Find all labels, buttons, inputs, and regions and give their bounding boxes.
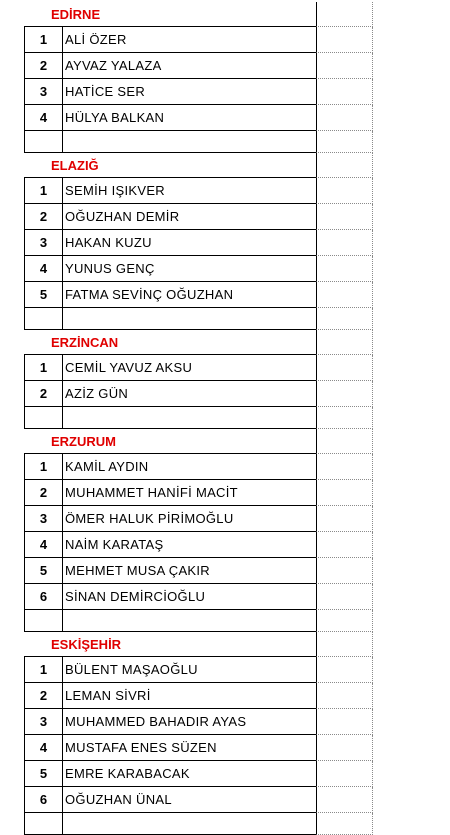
empty-cell[interactable] <box>316 381 373 407</box>
member-name: MEHMET MUSA ÇAKIR <box>65 563 210 578</box>
section-header-row <box>0 330 450 355</box>
member-name-cell[interactable] <box>62 787 316 813</box>
row-number: 1 <box>39 183 48 198</box>
row-number-cell[interactable] <box>24 53 62 79</box>
row-number: 4 <box>39 537 48 552</box>
empty-cell[interactable] <box>316 105 373 131</box>
empty-cell[interactable] <box>316 282 373 308</box>
row-number-cell[interactable] <box>24 178 62 204</box>
member-name: CEMİL YAVUZ AKSU <box>65 360 193 375</box>
empty-cell[interactable] <box>316 480 373 506</box>
blank-number-cell[interactable] <box>24 610 62 632</box>
empty-cell[interactable] <box>316 610 373 632</box>
member-name-cell[interactable] <box>62 256 316 282</box>
member-name-cell[interactable] <box>62 683 316 709</box>
row-number: 2 <box>39 58 48 73</box>
blank-number-cell[interactable] <box>24 813 62 835</box>
empty-cell[interactable] <box>316 584 373 610</box>
member-name-cell[interactable] <box>62 480 316 506</box>
row-number-cell[interactable] <box>24 256 62 282</box>
empty-cell[interactable] <box>316 355 373 381</box>
blank-name-cell[interactable] <box>62 813 316 835</box>
row-number: 2 <box>39 209 48 224</box>
member-name-cell[interactable] <box>62 282 316 308</box>
row-number-cell[interactable] <box>24 558 62 584</box>
table-row <box>0 761 450 787</box>
table-row <box>0 355 450 381</box>
empty-cell[interactable] <box>316 131 373 153</box>
empty-cell[interactable] <box>316 735 373 761</box>
empty-cell[interactable] <box>316 683 373 709</box>
table-row <box>0 584 450 610</box>
table-row <box>0 480 450 506</box>
blank-row <box>0 610 450 632</box>
empty-cell[interactable] <box>316 632 373 657</box>
table-row <box>0 53 450 79</box>
table-row <box>0 230 450 256</box>
empty-cell[interactable] <box>316 308 373 330</box>
empty-cell[interactable] <box>316 709 373 735</box>
section-header-cell[interactable] <box>24 330 316 355</box>
row-number: 3 <box>39 511 48 526</box>
table-row <box>0 381 450 407</box>
section-title: ERZİNCAN <box>51 335 119 350</box>
table-row <box>0 709 450 735</box>
blank-number-cell[interactable] <box>24 131 62 153</box>
blank-row <box>0 407 450 429</box>
member-name: NAİM KARATAŞ <box>65 537 164 552</box>
empty-cell[interactable] <box>316 407 373 429</box>
row-number: 4 <box>39 261 48 276</box>
blank-row <box>0 131 450 153</box>
empty-cell[interactable] <box>316 256 373 282</box>
section-header-cell[interactable] <box>24 429 316 454</box>
row-number-cell[interactable] <box>24 355 62 381</box>
empty-cell[interactable] <box>316 558 373 584</box>
row-number-cell[interactable] <box>24 27 62 53</box>
blank-name-cell[interactable] <box>62 308 316 330</box>
member-name: FATMA SEVİNÇ OĞUZHAN <box>65 287 234 302</box>
member-name-cell[interactable] <box>62 79 316 105</box>
row-number: 1 <box>39 459 48 474</box>
member-name: ÖMER HALUK PİRİMOĞLU <box>65 511 234 526</box>
member-name: OĞUZHAN ÜNAL <box>65 792 172 807</box>
row-number-cell[interactable] <box>24 454 62 480</box>
row-number-cell[interactable] <box>24 480 62 506</box>
row-number: 6 <box>39 792 48 807</box>
row-number: 4 <box>39 740 48 755</box>
table-row <box>0 79 450 105</box>
section-title: ELAZIĞ <box>51 158 99 173</box>
section-header-row <box>0 429 450 454</box>
member-name: AZİZ GÜN <box>65 386 129 401</box>
empty-cell[interactable] <box>316 153 373 178</box>
member-name: AYVAZ YALAZA <box>65 58 162 73</box>
table-row <box>0 506 450 532</box>
row-number: 3 <box>39 84 48 99</box>
member-name: ALİ ÖZER <box>65 32 127 47</box>
member-name-cell[interactable] <box>62 532 316 558</box>
member-name-cell[interactable] <box>62 230 316 256</box>
row-number-cell[interactable] <box>24 381 62 407</box>
blank-name-cell[interactable] <box>62 131 316 153</box>
member-name-cell[interactable] <box>62 584 316 610</box>
empty-cell[interactable] <box>316 532 373 558</box>
row-number: 5 <box>39 766 48 781</box>
row-number: 2 <box>39 688 48 703</box>
section-header-row <box>0 153 450 178</box>
table-row <box>0 178 450 204</box>
member-name-cell[interactable] <box>62 761 316 787</box>
member-name: SEMİH IŞIKVER <box>65 183 165 198</box>
blank-number-cell[interactable] <box>24 308 62 330</box>
row-number-cell[interactable] <box>24 532 62 558</box>
section-header-cell[interactable] <box>24 2 316 27</box>
table-row <box>0 657 450 683</box>
empty-cell[interactable] <box>316 53 373 79</box>
row-number: 2 <box>39 386 48 401</box>
row-number-cell[interactable] <box>24 506 62 532</box>
table-row <box>0 27 450 53</box>
table-row <box>0 683 450 709</box>
section-title: EDİRNE <box>51 7 101 22</box>
member-name: BÜLENT MAŞAOĞLU <box>65 662 198 677</box>
member-name: HAKAN KUZU <box>65 235 152 250</box>
row-number-cell[interactable] <box>24 735 62 761</box>
row-number: 3 <box>39 714 48 729</box>
member-name: HATİCE SER <box>65 84 146 99</box>
empty-cell[interactable] <box>316 761 373 787</box>
row-number: 4 <box>39 110 48 125</box>
member-name: YUNUS GENÇ <box>65 261 155 276</box>
table-row <box>0 532 450 558</box>
row-number-cell[interactable] <box>24 105 62 131</box>
blank-row <box>0 308 450 330</box>
section-header-cell[interactable] <box>24 153 316 178</box>
member-name-cell[interactable] <box>62 381 316 407</box>
member-name: SİNAN DEMİRCİOĞLU <box>65 589 206 604</box>
empty-cell[interactable] <box>316 230 373 256</box>
member-name-cell[interactable] <box>62 735 316 761</box>
table-row <box>0 735 450 761</box>
member-name-cell[interactable] <box>62 657 316 683</box>
table-row <box>0 282 450 308</box>
empty-cell[interactable] <box>316 330 373 355</box>
table-row <box>0 204 450 230</box>
row-number-cell[interactable] <box>24 683 62 709</box>
blank-name-cell[interactable] <box>62 407 316 429</box>
table-row <box>0 558 450 584</box>
row-number-cell[interactable] <box>24 787 62 813</box>
section-title: ESKİŞEHİR <box>51 637 122 652</box>
row-number-cell[interactable] <box>24 761 62 787</box>
row-number-cell[interactable] <box>24 204 62 230</box>
row-number-cell[interactable] <box>24 584 62 610</box>
row-number-cell[interactable] <box>24 230 62 256</box>
member-name-cell[interactable] <box>62 178 316 204</box>
member-name: LEMAN SİVRİ <box>65 688 151 703</box>
member-name-cell[interactable] <box>62 558 316 584</box>
section-header-cell[interactable] <box>24 632 316 657</box>
row-number-cell[interactable] <box>24 79 62 105</box>
empty-cell[interactable] <box>316 506 373 532</box>
section-title: ERZURUM <box>51 434 116 449</box>
blank-row <box>0 813 450 835</box>
member-name-cell[interactable] <box>62 53 316 79</box>
row-number: 5 <box>39 563 48 578</box>
section-header-row <box>0 2 450 27</box>
table-row <box>0 256 450 282</box>
empty-cell[interactable] <box>316 2 373 27</box>
blank-name-cell[interactable] <box>62 610 316 632</box>
table-row <box>0 105 450 131</box>
row-number: 1 <box>39 360 48 375</box>
member-name-cell[interactable] <box>62 355 316 381</box>
section-header-row <box>0 632 450 657</box>
member-name: OĞUZHAN DEMİR <box>65 209 180 224</box>
empty-cell[interactable] <box>316 178 373 204</box>
empty-cell[interactable] <box>316 27 373 53</box>
member-name-cell[interactable] <box>62 105 316 131</box>
member-name: KAMİL AYDIN <box>65 459 149 474</box>
member-name: MUHAMMET HANİFİ MACİT <box>65 485 238 500</box>
empty-cell[interactable] <box>316 429 373 454</box>
empty-cell[interactable] <box>316 813 373 835</box>
member-name: MUHAMMED BAHADIR AYAS <box>65 714 247 729</box>
table-row <box>0 787 450 813</box>
member-name-cell[interactable] <box>62 709 316 735</box>
member-name: EMRE KARABACAK <box>65 766 190 781</box>
empty-cell[interactable] <box>316 454 373 480</box>
member-name-cell[interactable] <box>62 204 316 230</box>
blank-number-cell[interactable] <box>24 407 62 429</box>
row-number-cell[interactable] <box>24 282 62 308</box>
empty-cell[interactable] <box>316 787 373 813</box>
empty-cell[interactable] <box>316 79 373 105</box>
row-number-cell[interactable] <box>24 709 62 735</box>
row-number: 5 <box>39 287 48 302</box>
member-name: MUSTAFA ENES SÜZEN <box>65 740 217 755</box>
table-row <box>0 454 450 480</box>
member-name-cell[interactable] <box>62 506 316 532</box>
member-name: HÜLYA BALKAN <box>65 110 165 125</box>
row-number: 1 <box>39 32 48 47</box>
row-number: 2 <box>39 485 48 500</box>
member-name-cell[interactable] <box>62 27 316 53</box>
empty-cell[interactable] <box>316 657 373 683</box>
row-number-cell[interactable] <box>24 657 62 683</box>
member-name-cell[interactable] <box>62 454 316 480</box>
row-number: 1 <box>39 662 48 677</box>
row-number: 6 <box>39 589 48 604</box>
empty-cell[interactable] <box>316 204 373 230</box>
row-number: 3 <box>39 235 48 250</box>
